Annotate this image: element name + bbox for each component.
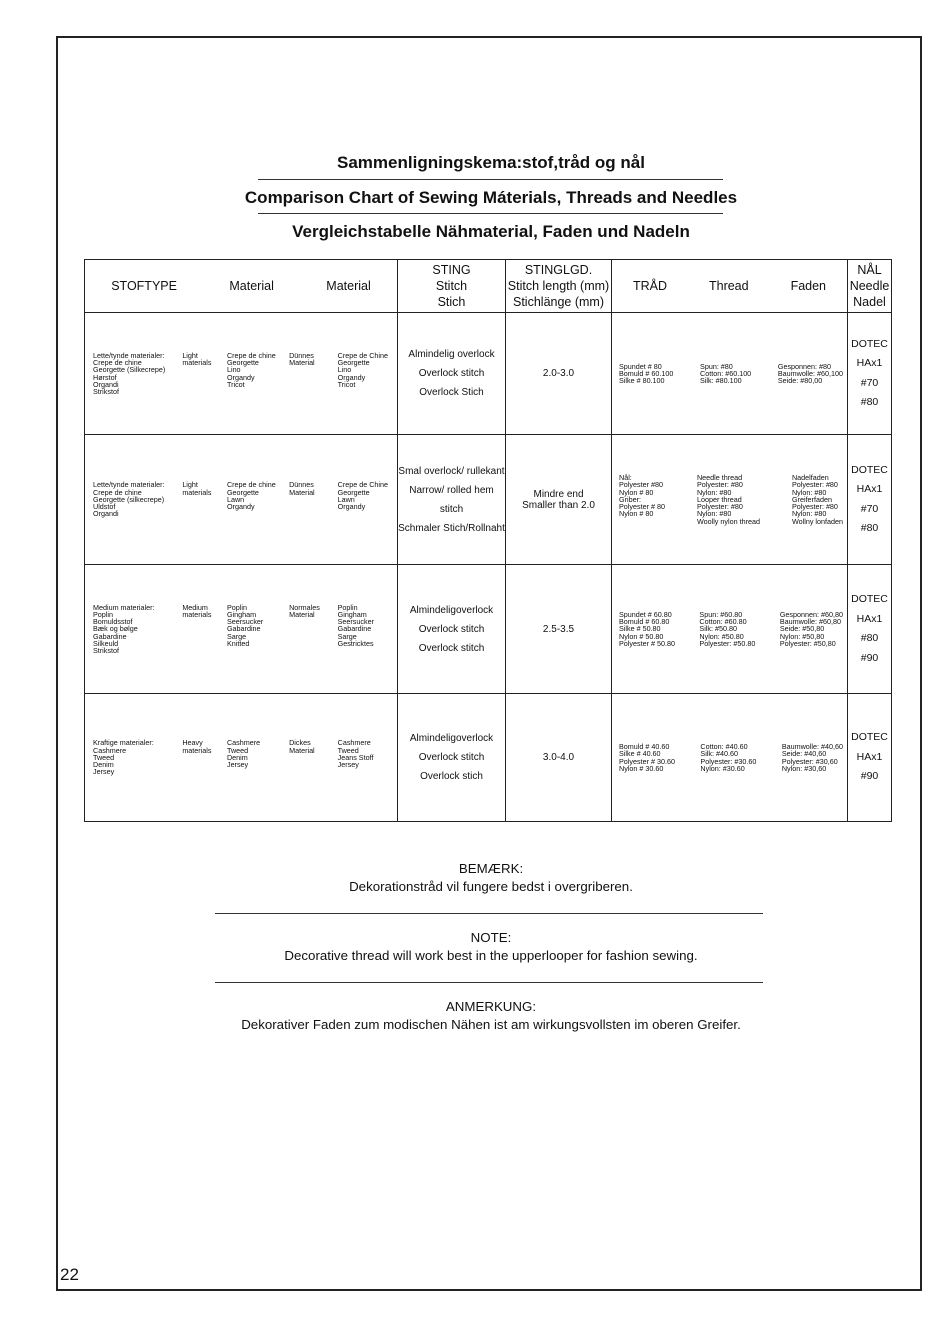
- fabric-cell: [85, 435, 398, 565]
- header-label: Material: [326, 279, 371, 293]
- table-header-row: [85, 260, 892, 313]
- header-fabric: [85, 260, 398, 313]
- fabric-column: [227, 739, 289, 775]
- fabric-columns: [85, 481, 397, 517]
- fabric-entry: Gabardine: [337, 624, 372, 634]
- header-length: [506, 260, 612, 313]
- length-cell: [506, 694, 612, 822]
- thread-entry: Nylon: #50,80: [779, 631, 825, 641]
- thread-entry: Spun: #80: [700, 361, 733, 371]
- fabric-entry: Gingham: [226, 609, 257, 619]
- thread-entry: Spundet # 60.80: [619, 609, 672, 619]
- needle-entry: #80: [860, 396, 879, 408]
- table-row: [85, 565, 892, 694]
- thread-entry: Polyester # 50.80: [619, 638, 675, 648]
- stitch-entry: Almindeligoverlock: [409, 604, 494, 616]
- fabric-entry: Organdy: [337, 372, 366, 382]
- fabric-entry: Kraftige materialer:: [93, 738, 154, 748]
- length-cell: [506, 565, 612, 694]
- thread-entry: Baumwolle: #60,100: [777, 368, 843, 378]
- title-divider: [258, 213, 723, 214]
- thread-entry: Nylon: #80: [696, 487, 732, 497]
- thread-cell: [612, 694, 848, 822]
- needle-entry: HAx1: [856, 357, 883, 369]
- needle-entry: HAx1: [856, 483, 883, 495]
- header-stitch: [398, 260, 506, 313]
- note-heading: ANMERKUNG:: [445, 999, 537, 1014]
- needle-cell: [848, 565, 892, 694]
- thread-entry: Polyester: #50,80: [779, 638, 836, 648]
- stitch-entry: Almindeligoverlock: [409, 733, 494, 744]
- fabric-entry: Strikstof: [93, 646, 119, 655]
- needle-entry: #80: [860, 632, 879, 644]
- fabric-entry: Lette/tynde materialer:: [93, 480, 165, 490]
- thread-entry: Cotton: #60.100: [700, 368, 752, 378]
- page-number: 22: [60, 1265, 79, 1284]
- thread-column: [699, 611, 755, 647]
- thread-entry: Baumwolle: #40,60: [781, 742, 843, 752]
- length-entry: 2.0-3.0: [542, 368, 575, 379]
- fabric-entry: Gabardine: [226, 624, 261, 634]
- thread-columns: [612, 611, 847, 647]
- thread-entry: Polyester # 30.60: [619, 756, 675, 766]
- header-label: NÅL: [857, 263, 882, 277]
- note-english: [58, 929, 924, 965]
- fabric-entry: Silkeuld: [93, 638, 119, 648]
- fabric-entry: Dünnes: [289, 480, 314, 490]
- fabric-entry: Material: [289, 609, 315, 619]
- thread-entry: Polyester: #30.60: [700, 756, 757, 766]
- fabric-entry: Cashmere: [93, 745, 127, 755]
- fabric-entry: Lino: [226, 365, 241, 375]
- fabric-column: [227, 352, 289, 395]
- needle-entry: #70: [860, 502, 879, 515]
- stitch-entry: Overlock stitch: [418, 642, 485, 654]
- fabric-entry: Crepe de chine: [226, 480, 276, 490]
- fabric-entry: Gabardine: [93, 631, 127, 641]
- fabric-columns: [85, 352, 397, 395]
- fabric-entry: Lawn: [226, 494, 245, 504]
- header-label: TRÅD: [632, 279, 668, 293]
- header-label: STINGLGD.: [524, 263, 593, 277]
- header-label: Stitch length (mm): [507, 279, 610, 293]
- title-divider: [258, 179, 723, 180]
- fabric-entry: Dickes: [289, 738, 311, 748]
- stitch-entry: Overlock stich: [420, 771, 483, 782]
- thread-entry: Gesponnen: #60,80: [779, 609, 843, 619]
- thread-column: [782, 743, 843, 772]
- fabric-entry: Material: [289, 745, 315, 755]
- header-label: Stich: [437, 295, 466, 309]
- header-needle: [848, 260, 892, 313]
- fabric-entry: Georgette (Silkecrepe): [93, 365, 166, 375]
- fabric-entry: Georgette (silkecrepe): [93, 494, 165, 504]
- header-label: Material: [229, 279, 274, 293]
- thread-entry: Bomuld # 40.60: [619, 742, 670, 752]
- fabric-entry: Sarge: [226, 631, 247, 641]
- fabric-entry: Denim: [93, 760, 114, 770]
- thread-entry: Polyester #80: [619, 480, 663, 490]
- table-row: [85, 313, 892, 435]
- fabric-entry: Light: [182, 350, 198, 360]
- fabric-entry: Medium: [182, 602, 208, 612]
- thread-entry: Griber:: [619, 494, 641, 504]
- thread-entry: Wollny lonfaden: [791, 516, 843, 526]
- fabric-columns: [85, 604, 397, 654]
- fabric-column: [182, 352, 227, 395]
- thread-entry: Nylon: #80: [791, 487, 827, 497]
- thread-entry: Nylon # 80: [619, 509, 654, 519]
- thread-entry: Silk: #40.60: [700, 749, 738, 759]
- length-entry: Mindre end: [533, 488, 584, 500]
- fabric-column: [227, 604, 289, 654]
- fabric-entry: Normales: [289, 602, 320, 612]
- fabric-entry: Organdi: [93, 379, 119, 389]
- thread-entry: Baumwolle: #60,80: [779, 617, 841, 627]
- thread-column: [700, 363, 751, 385]
- fabric-entry: Jersey: [93, 767, 115, 777]
- fabric-entry: Gestricktes: [337, 638, 374, 648]
- thread-entry: Bomuld # 60.80: [619, 617, 670, 627]
- fabric-entry: materials: [182, 609, 212, 619]
- note-divider: [215, 913, 763, 914]
- header-label: Faden: [790, 279, 827, 293]
- fabric-cell: [85, 694, 398, 822]
- needle-cell: [848, 694, 892, 822]
- stitch-cell: [398, 565, 506, 694]
- thread-column: [619, 474, 665, 524]
- needle-entry: #90: [860, 770, 879, 783]
- thread-column: [619, 743, 675, 772]
- fabric-entry: Sarge: [337, 631, 357, 641]
- fabric-entry: Heavy: [182, 738, 203, 748]
- thread-entry: Polyester: #80: [791, 502, 838, 512]
- needle-entry: #80: [860, 522, 879, 534]
- needle-entry: DOTEC: [851, 731, 888, 744]
- thread-entry: Spun: #60.80: [699, 609, 743, 619]
- thread-entry: Polyester: #80: [696, 502, 743, 512]
- thread-entry: Nål:: [619, 473, 632, 483]
- fabric-entry: Bæk og bølge: [93, 624, 138, 634]
- thread-entry: Looper thread: [696, 494, 742, 504]
- note-text: Dekorationstråd vil fungere bedst i overgriberen.: [349, 879, 633, 894]
- fabric-entry: Uldstof: [93, 502, 116, 512]
- fabric-entry: Cashmere: [226, 738, 261, 748]
- fabric-entry: Poplin: [226, 602, 247, 612]
- fabric-column: [182, 739, 227, 775]
- fabric-column: [93, 604, 182, 654]
- thread-entry: Polyester: #50.80: [699, 638, 756, 648]
- thread-entry: Nylon: #50.80: [699, 631, 744, 641]
- fabric-entry: Georgette: [337, 358, 370, 368]
- fabric-entry: Poplin: [93, 609, 113, 619]
- fabric-entry: Poplin: [337, 602, 358, 612]
- thread-entry: Silk: #50.80: [699, 624, 737, 634]
- fabric-entry: Lino: [337, 365, 352, 375]
- fabric-entry: Material: [289, 487, 315, 497]
- fabric-cell: [85, 313, 398, 435]
- fabric-entry: Gingham: [337, 609, 367, 619]
- thread-entry: Polyester: #80: [696, 480, 743, 490]
- thread-entry: Seide: #80,00: [777, 376, 823, 386]
- thread-entry: Seide: #50,80: [779, 624, 825, 634]
- stitch-entry: Narrow/ rolled hem stitch: [409, 484, 494, 515]
- stitch-entry: Smal overlock/ rullekant: [398, 465, 505, 477]
- fabric-entry: materials: [182, 487, 212, 497]
- fabric-column: [289, 481, 338, 517]
- note-german: [58, 998, 924, 1034]
- thread-column: [619, 363, 673, 385]
- fabric-entry: Jeans Stoff: [337, 752, 374, 762]
- thread-cell: [612, 313, 848, 435]
- fabric-column: [289, 739, 338, 775]
- fabric-column: [93, 352, 182, 395]
- stitch-cell: [398, 694, 506, 822]
- fabric-entry: Tweed: [93, 752, 115, 762]
- fabric-entry: Georgette: [226, 358, 259, 368]
- needle-entry: DOTEC: [851, 593, 888, 605]
- fabric-entry: Georgette: [337, 487, 370, 497]
- fabric-entry: Organdi: [93, 509, 119, 519]
- header-label: Nadel: [853, 295, 886, 309]
- thread-column: [778, 363, 843, 385]
- thread-entry: Spundet # 80: [619, 361, 662, 371]
- fabric-column: [227, 481, 289, 517]
- header-label: Stitch: [435, 279, 468, 293]
- length-cell: [506, 313, 612, 435]
- thread-entry: Greiferfaden: [791, 494, 832, 504]
- fabric-column: [93, 481, 182, 517]
- fabric-entry: Knitted: [226, 638, 250, 648]
- fabric-column: [93, 739, 182, 775]
- header-label: STING: [432, 263, 471, 277]
- thread-entry: Polyester: #80: [791, 480, 838, 490]
- header-thread: [612, 260, 848, 313]
- fabric-entry: Light: [182, 480, 198, 490]
- title-german: Vergleichstabelle Nähmaterial, Faden und Nadeln: [292, 222, 690, 241]
- fabric-entry: Bomuldsstof: [93, 617, 133, 627]
- table-row: [85, 435, 892, 565]
- stitch-entry: Overlock stitch: [418, 623, 485, 635]
- thread-entry: Polyester # 80: [619, 502, 665, 512]
- thread-entry: Needle thread: [696, 473, 743, 483]
- fabric-entry: Material: [289, 358, 315, 368]
- fabric-entry: Crepe de Chine: [337, 350, 388, 360]
- needle-entry: DOTEC: [851, 463, 888, 476]
- fabric-entry: Dünnes: [289, 350, 314, 360]
- thread-entry: Nylon: #30.60: [700, 763, 745, 773]
- comparison-table: [84, 259, 892, 822]
- stitch-cell: [398, 313, 506, 435]
- fabric-column: [338, 352, 392, 395]
- needle-entry: HAx1: [856, 750, 883, 763]
- header-label: STOFTYPE: [111, 279, 177, 293]
- header-label: Needle: [849, 279, 890, 293]
- note-text: Dekorativer Faden zum modischen Nähen ist am wirkungsvollsten im oberen Greifer.: [241, 1017, 741, 1032]
- thread-column: [697, 474, 760, 524]
- fabric-column: [289, 352, 338, 395]
- thread-entry: Cotton: #40.60: [700, 742, 748, 752]
- fabric-entry: Crepe de chine: [226, 350, 276, 360]
- thread-entry: Nylon: #30,60: [781, 763, 827, 773]
- thread-column: [619, 611, 675, 647]
- thread-entry: Nylon # 30.60: [619, 763, 664, 773]
- fabric-entry: Crepe de chine: [93, 358, 142, 368]
- thread-entry: Polyester: #30,60: [781, 756, 838, 766]
- stitch-entry: Almindelig overlock: [408, 349, 495, 360]
- thread-column: [700, 743, 756, 772]
- fabric-column: [182, 604, 227, 654]
- fabric-entry: Strikstof: [93, 386, 119, 396]
- length-cell: [506, 435, 612, 565]
- fabric-entry: Jersey: [226, 760, 249, 770]
- needle-cell: [848, 313, 892, 435]
- thread-entry: Silk: #80.100: [700, 376, 742, 386]
- thread-entry: Nadelfaden: [791, 473, 829, 483]
- thread-entry: Nylon # 50.80: [619, 631, 664, 641]
- needle-entry: DOTEC: [851, 337, 888, 350]
- thread-columns: [612, 363, 847, 385]
- length-entry: 2.5-3.5: [542, 623, 575, 635]
- note-heading: NOTE:: [470, 930, 512, 945]
- title-danish: Sammenligningskema:stof,tråd og nål: [337, 153, 645, 172]
- thread-entry: Silke # 50.80: [619, 624, 661, 634]
- fabric-entry: Georgette: [226, 487, 259, 497]
- fabric-column: [338, 604, 392, 654]
- title-english: Comparison Chart of Sewing Máterials, Threads and Needles: [244, 188, 738, 207]
- fabric-entry: materials: [182, 358, 212, 368]
- thread-entry: Silke # 40.60: [619, 749, 661, 759]
- fabric-entry: Crepe de chine: [93, 487, 142, 497]
- fabric-entry: Tricot: [337, 379, 356, 389]
- note-danish: [58, 860, 924, 896]
- table-row: [85, 694, 892, 822]
- needle-entry: #90: [860, 651, 879, 664]
- fabric-entry: Organdy: [337, 502, 366, 512]
- header-label: Thread: [708, 279, 749, 293]
- needle-entry: HAx1: [856, 612, 883, 625]
- fabric-entry: Seersucker: [226, 617, 264, 627]
- note-text: Decorative thread will work best in the upperlooper for fashion sewing.: [284, 948, 698, 963]
- length-entry: Smaller than 2.0: [522, 499, 595, 511]
- fabric-entry: Organdy: [226, 502, 255, 512]
- thread-column: [780, 611, 843, 647]
- fabric-entry: Lawn: [337, 494, 355, 504]
- note-heading: BEMÆRK:: [458, 861, 524, 876]
- thread-cell: [612, 565, 848, 694]
- thread-entry: Nylon: #80: [791, 509, 827, 519]
- thread-entry: Silke # 80.100: [619, 376, 665, 386]
- fabric-entry: Tweed: [337, 745, 359, 755]
- header-label: Stichlänge (mm): [513, 295, 604, 309]
- fabric-entry: Jersey: [337, 760, 359, 770]
- thread-entry: Seide: #40,60: [781, 749, 827, 759]
- needle-cell: [848, 435, 892, 565]
- fabric-entry: Cashmere: [337, 738, 371, 748]
- needle-entry: #70: [860, 376, 879, 389]
- fabric-cell: [85, 565, 398, 694]
- fabric-entry: Denim: [226, 752, 248, 762]
- thread-entry: Cotton: #60.80: [699, 617, 747, 627]
- fabric-entry: Seersucker: [337, 617, 374, 627]
- stitch-entry: Overlock stitch: [418, 752, 485, 763]
- thread-column: [792, 474, 843, 524]
- thread-cell: [612, 435, 848, 565]
- fabric-entry: Tweed: [226, 745, 249, 755]
- fabric-column: [182, 481, 227, 517]
- fabric-entry: materials: [182, 745, 212, 755]
- fabric-entry: Organdy: [226, 372, 255, 382]
- fabric-column: [289, 604, 338, 654]
- fabric-column: [338, 481, 392, 517]
- fabric-entry: Medium materialer:: [93, 602, 155, 612]
- note-divider: [215, 982, 763, 983]
- thread-columns: [612, 743, 847, 772]
- fabric-entry: Tricot: [226, 379, 245, 389]
- fabric-column: [338, 739, 392, 775]
- fabric-entry: Crepe de Chine: [337, 480, 388, 490]
- fabric-entry: Hørstof: [93, 372, 117, 382]
- stitch-cell: [398, 435, 506, 565]
- thread-entry: Bomuld # 60.100: [619, 368, 674, 378]
- stitch-entry: Overlock Stich: [419, 387, 484, 398]
- fabric-entry: Lette/tynde materialer:: [93, 350, 165, 360]
- thread-entry: Nylon # 80: [619, 487, 654, 497]
- thread-entry: Gesponnen: #80: [777, 361, 832, 371]
- length-entry: 3.0-4.0: [542, 752, 575, 763]
- stitch-entry: Schmaler Stich/Rollnaht: [398, 522, 505, 534]
- fabric-columns: [85, 739, 397, 775]
- thread-entry: Nylon: #80: [696, 509, 732, 519]
- thread-columns: [612, 474, 847, 524]
- page-frame: [56, 36, 922, 1291]
- thread-entry: Woolly nylon thread: [696, 516, 760, 526]
- stitch-entry: Overlock stitch: [418, 368, 485, 379]
